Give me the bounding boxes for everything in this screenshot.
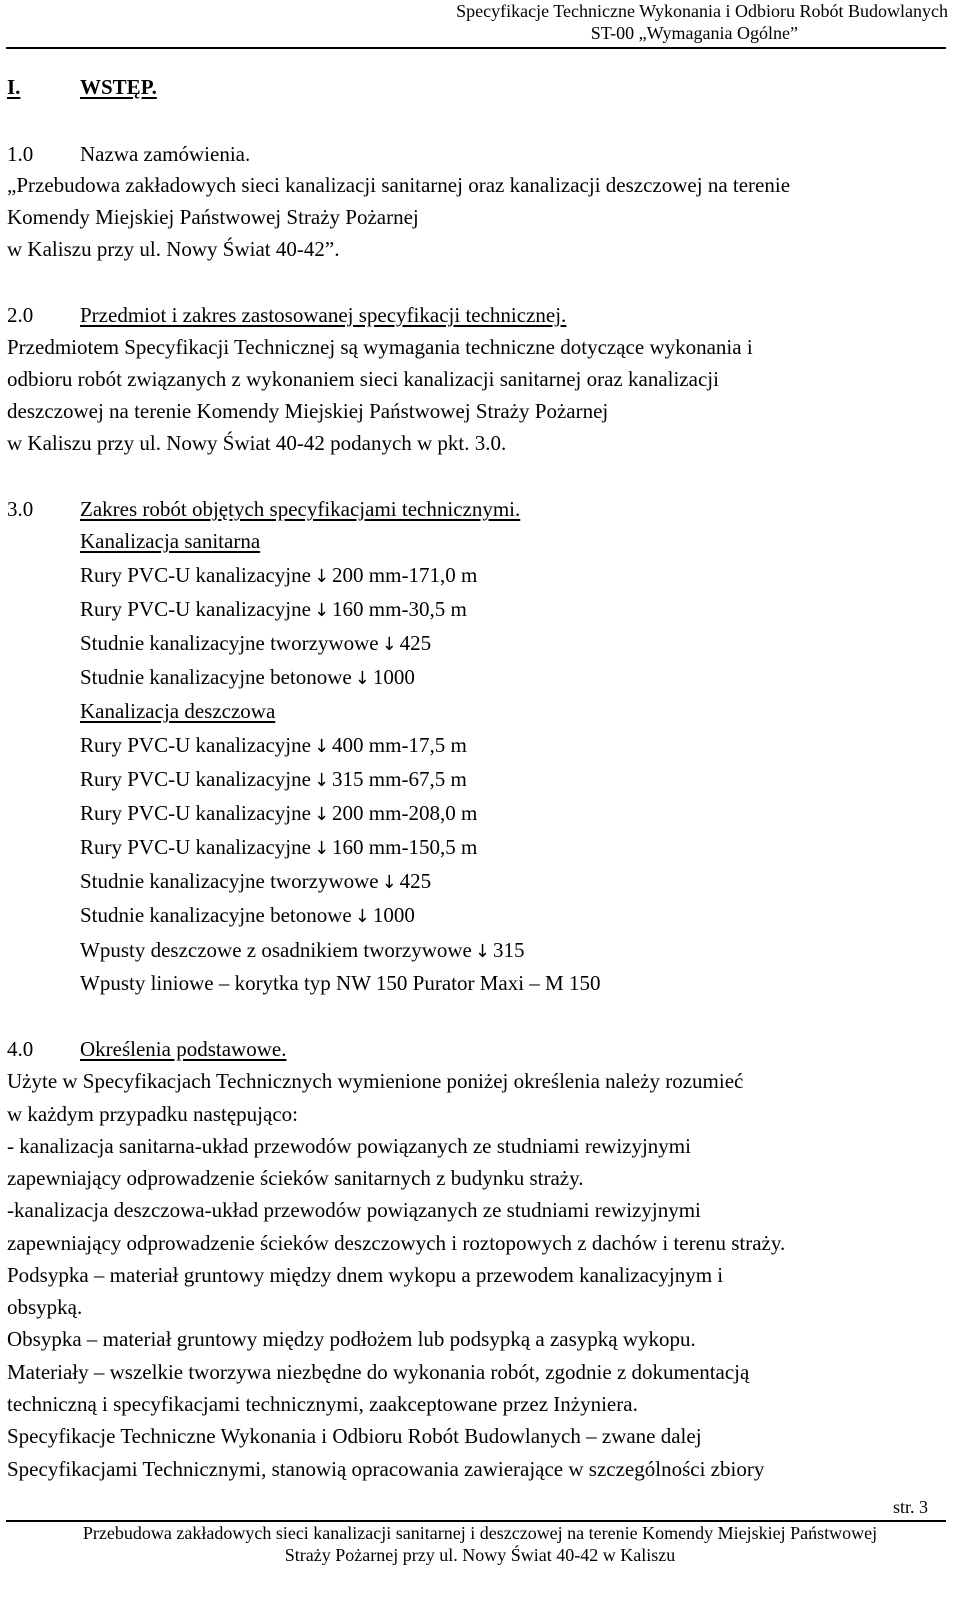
header-subtitle: ST-00 „Wymagania Ogólne”	[590, 23, 798, 43]
paragraph-line: zapewniający odprowadzenie ścieków deszczowych i roztopowych z dachów i terenu straży.	[7, 1231, 786, 1255]
paragraph-line: techniczną i specyfikacjami technicznymi, zaakceptowane przez Inżyniera.	[7, 1392, 638, 1416]
footer-line-2: Straży Pożarnej przy ul. Nowy Świat 40-42 w Kaliszu	[284, 1545, 676, 1565]
paragraph-line: - kanalizacja sanitarna-układ przewodów powiązanych ze studniami rewizyjnymi	[7, 1134, 691, 1158]
paragraph-line: zapewniający odprowadzenie ścieków sanitarnych z budynku straży.	[7, 1166, 584, 1190]
paragraph-line: „Przebudowa zakładowych sieci kanalizacji sanitarnej oraz kanalizacji deszczowej na terenie	[7, 173, 791, 197]
header-title: Specyfikacje Techniczne Wykonania i Odbioru Robót Budowlanych	[456, 1, 948, 21]
paragraph-line: odbioru robót związanych z wykonaniem sieci kanalizacji sanitarnej oraz kanalizacji	[7, 367, 719, 391]
list-item: Rury PVC-U kanalizacyjne ↓ 200 mm-208,0 m	[80, 800, 477, 828]
subsection-title: Zakres robót objętych specyfikacjami technicznymi.	[80, 497, 521, 521]
list-item: Studnie kanalizacyjne betonowe ↓ 1000	[80, 902, 415, 930]
subsection-title: Określenia podstawowe.	[80, 1037, 287, 1061]
paragraph-line: Obsypka – materiał gruntowy między podłożem lub podsypką a zasypką wykopu.	[7, 1327, 696, 1351]
paragraph-line: Podsypka – materiał gruntowy między dnem wykopu a przewodem kanalizacyjnym i	[7, 1263, 724, 1287]
footer-line-1: Przebudowa zakładowych sieci kanalizacji sanitarnej i deszczowej na terenie Komendy Miejskiej Państwowej	[82, 1523, 878, 1543]
arrow-down-icon: ↓	[313, 736, 330, 757]
paragraph-line: Komendy Miejskiej Państwowej Straży Pożarnej	[7, 205, 419, 229]
arrow-down-icon: ↓	[313, 770, 330, 791]
arrow-down-icon: ↓	[313, 804, 330, 825]
paragraph-line: -kanalizacja deszczowa-układ przewodów powiązanych ze studniami rewizyjnymi	[7, 1198, 701, 1222]
list-item: Studnie kanalizacyjne betonowe ↓ 1000	[80, 664, 415, 692]
paragraph-line: Specyfikacjami Technicznymi, stanowią opracowania zawierające w szczególności zbiory	[7, 1457, 765, 1481]
paragraph-line: Użyte w Specyfikacjach Technicznych wymienione poniżej określenia należy rozumieć	[7, 1069, 744, 1093]
list-heading: Kanalizacja sanitarna	[80, 529, 261, 553]
subsection-number: 2.0	[7, 303, 34, 327]
paragraph-line: w Kaliszu przy ul. Nowy Świat 40-42”.	[7, 237, 340, 261]
list-item: Rury PVC-U kanalizacyjne ↓ 160 mm-30,5 m	[80, 596, 467, 624]
arrow-down-icon: ↓	[313, 600, 330, 621]
subsection-title: Przedmiot i zakres zastosowanej specyfikacji technicznej.	[80, 303, 567, 327]
subsection-number: 3.0	[7, 497, 34, 521]
list-heading: Kanalizacja deszczowa	[80, 699, 276, 723]
subsection-number: 4.0	[7, 1037, 34, 1061]
arrow-down-icon: ↓	[354, 668, 370, 689]
paragraph-line: w każdym przypadku następująco:	[7, 1102, 298, 1126]
list-item: Rury PVC-U kanalizacyjne ↓ 315 mm-67,5 m	[80, 766, 467, 794]
paragraph-line: deszczowej na terenie Komendy Miejskiej Państwowej Straży Pożarnej	[7, 399, 609, 423]
section-number: I.	[7, 75, 21, 99]
arrow-down-icon: ↓	[381, 634, 397, 655]
arrow-down-icon: ↓	[313, 838, 330, 859]
list-item: Wpusty liniowe – korytka typ NW 150 Purator Maxi – M 150	[80, 971, 601, 995]
page-number: str. 3	[892, 1497, 928, 1517]
list-item: Wpusty deszczowe z osadnikiem tworzywowe ↓ 315	[80, 937, 524, 965]
paragraph-line: Materiały – wszelkie tworzywa niezbędne do wykonania robót, zgodnie z dokumentacją	[7, 1360, 750, 1384]
subsection-number: 1.0	[7, 142, 34, 166]
list-item: Rury PVC-U kanalizacyjne ↓ 400 mm-17,5 m	[80, 732, 467, 760]
paragraph-line: Przedmiotem Specyfikacji Technicznej są wymagania techniczne dotyczące wykonania i	[7, 335, 753, 359]
running-header	[0, 0, 948, 44]
paragraph-line: Specyfikacje Techniczne Wykonania i Odbioru Robót Budowlanych – zwane dalej	[7, 1424, 702, 1448]
list-item: Studnie kanalizacyjne tworzywowe ↓ 425	[80, 868, 431, 896]
subsection-title: Nazwa zamówienia.	[80, 142, 251, 166]
list-item: Studnie kanalizacyjne tworzywowe ↓ 425	[80, 630, 431, 658]
list-item: Rury PVC-U kanalizacyjne ↓ 160 mm-150,5 m	[80, 834, 477, 862]
header-rule	[6, 47, 946, 49]
arrow-down-icon: ↓	[474, 941, 490, 962]
arrow-down-icon: ↓	[313, 566, 330, 587]
arrow-down-icon: ↓	[381, 872, 397, 893]
paragraph-line: w Kaliszu przy ul. Nowy Świat 40-42 podanych w pkt. 3.0.	[7, 431, 507, 455]
arrow-down-icon: ↓	[354, 906, 370, 927]
section-title: WSTĘP.	[80, 75, 157, 99]
list-item: Rury PVC-U kanalizacyjne ↓ 200 mm-171,0 m	[80, 562, 477, 590]
paragraph-line: obsypką.	[7, 1295, 83, 1319]
running-footer	[0, 1522, 960, 1566]
